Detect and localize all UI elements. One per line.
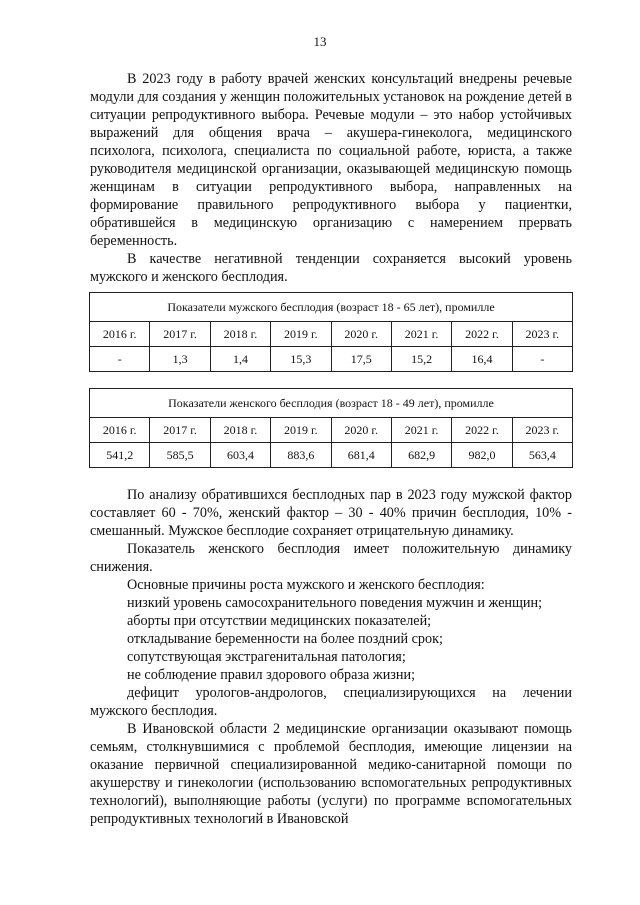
year-cell: 2021 г. [391,322,451,347]
male-table-caption: Показатели мужского бесплодия (возраст 18 - 65 лет), промилле [90,293,573,322]
female-table-caption: Показатели женского бесплодия (возраст 18 - 49 лет), промилле [90,389,573,418]
year-cell: 2020 г. [331,322,391,347]
value-cell: 681,4 [331,443,391,468]
year-cell: 2023 г. [512,322,572,347]
intro-section [90,70,572,286]
analysis-section [90,486,572,828]
cause-item: не соблюдение правил здорового образа жизни; [127,667,416,683]
page-number: 13 [313,34,327,49]
female-table-values-row [90,443,573,468]
male-table-years-row [90,322,573,347]
speech-modules-paragraph: В 2023 году в работу врачей женских консультаций внедрены речевые модули для создания у женщин положительных установок на рождение детей в ситуации репродуктивного выбора. Речевые модули – это набор устойчивых выражений для общения врача – акушера-гинеколога, медицинского психолога, психолога, специалиста по социальной работе, юриста, а также руководителя медицинской организации, оказывающей медицинскую помощь женщинам в ситуации репродуктивного выбора, направленных на формирование правильного репродуктивного выбора у пациентки, обратившейся в медицинскую организацию с намерением прервать беременность. [90,71,572,249]
female-infertility-table [89,388,573,468]
value-cell: 15,3 [271,347,331,372]
negative-trend-paragraph: В качестве негативной тенденции сохраняется высокий уровень мужского и женского бесплодия. [90,251,572,285]
year-cell: 2020 г. [331,418,391,443]
year-cell: 2023 г. [512,418,572,443]
value-cell: 883,6 [271,443,331,468]
year-cell: 2018 г. [210,418,270,443]
value-cell: 982,0 [452,443,512,468]
year-cell: 2019 г. [271,418,331,443]
value-cell: 1,4 [210,347,270,372]
year-cell: 2018 г. [210,322,270,347]
female-dynamics-paragraph: Показатель женского бесплодия имеет положительную динамику снижения. [90,541,572,575]
cause-item: аборты при отсутствии медицинских показателей; [127,613,432,629]
value-cell: - [90,347,150,372]
deficit-paragraph: дефицит урологов-андрологов, специализирующихся на лечении мужского бесплодия. [90,685,572,719]
value-cell: 541,2 [90,443,150,468]
cause-item: низкий уровень самосохранительного поведения мужчин и женщин; [127,595,543,611]
cause-item: сопутствующая экстрагенитальная патология; [127,649,406,665]
cause-item: откладывание беременности на более поздний срок; [127,631,443,647]
value-cell: - [512,347,572,372]
value-cell: 15,2 [391,347,451,372]
value-cell: 1,3 [150,347,210,372]
value-cell: 17,5 [331,347,391,372]
value-cell: 585,5 [150,443,210,468]
causes-intro: Основные причины роста мужского и женского бесплодия: [127,577,485,593]
year-cell: 2022 г. [452,418,512,443]
year-cell: 2017 г. [150,322,210,347]
year-cell: 2019 г. [271,322,331,347]
female-table-years-row [90,418,573,443]
ivanovo-paragraph: В Ивановской области 2 медицинские организации оказывают помощь семьям, столкнувшимися с проблемой бесплодия, имеющие лицензии на оказание первичной специализированной медико-санитарной помощи по акушерству и гинекологии (использованию вспомогательных репродуктивных технологий), выполняющие работы (услуги) по программе вспомогательных репродуктивных технологий в Ивановской [90,721,572,827]
year-cell: 2017 г. [150,418,210,443]
male-infertility-table [89,292,573,372]
value-cell: 563,4 [512,443,572,468]
value-cell: 603,4 [210,443,270,468]
year-cell: 2016 г. [90,322,150,347]
value-cell: 682,9 [391,443,451,468]
year-cell: 2016 г. [90,418,150,443]
value-cell: 16,4 [452,347,512,372]
year-cell: 2022 г. [452,322,512,347]
analysis-paragraph: По анализу обратившихся бесплодных пар в 2023 году мужской фактор составляет 60 - 70%, женский фактор – 30 - 40% причин бесплодия, 10% - смешанный. Мужское бесплодие сохраняет отрицательную динамику. [90,487,572,539]
male-table-values-row [90,347,573,372]
year-cell: 2021 г. [391,418,451,443]
